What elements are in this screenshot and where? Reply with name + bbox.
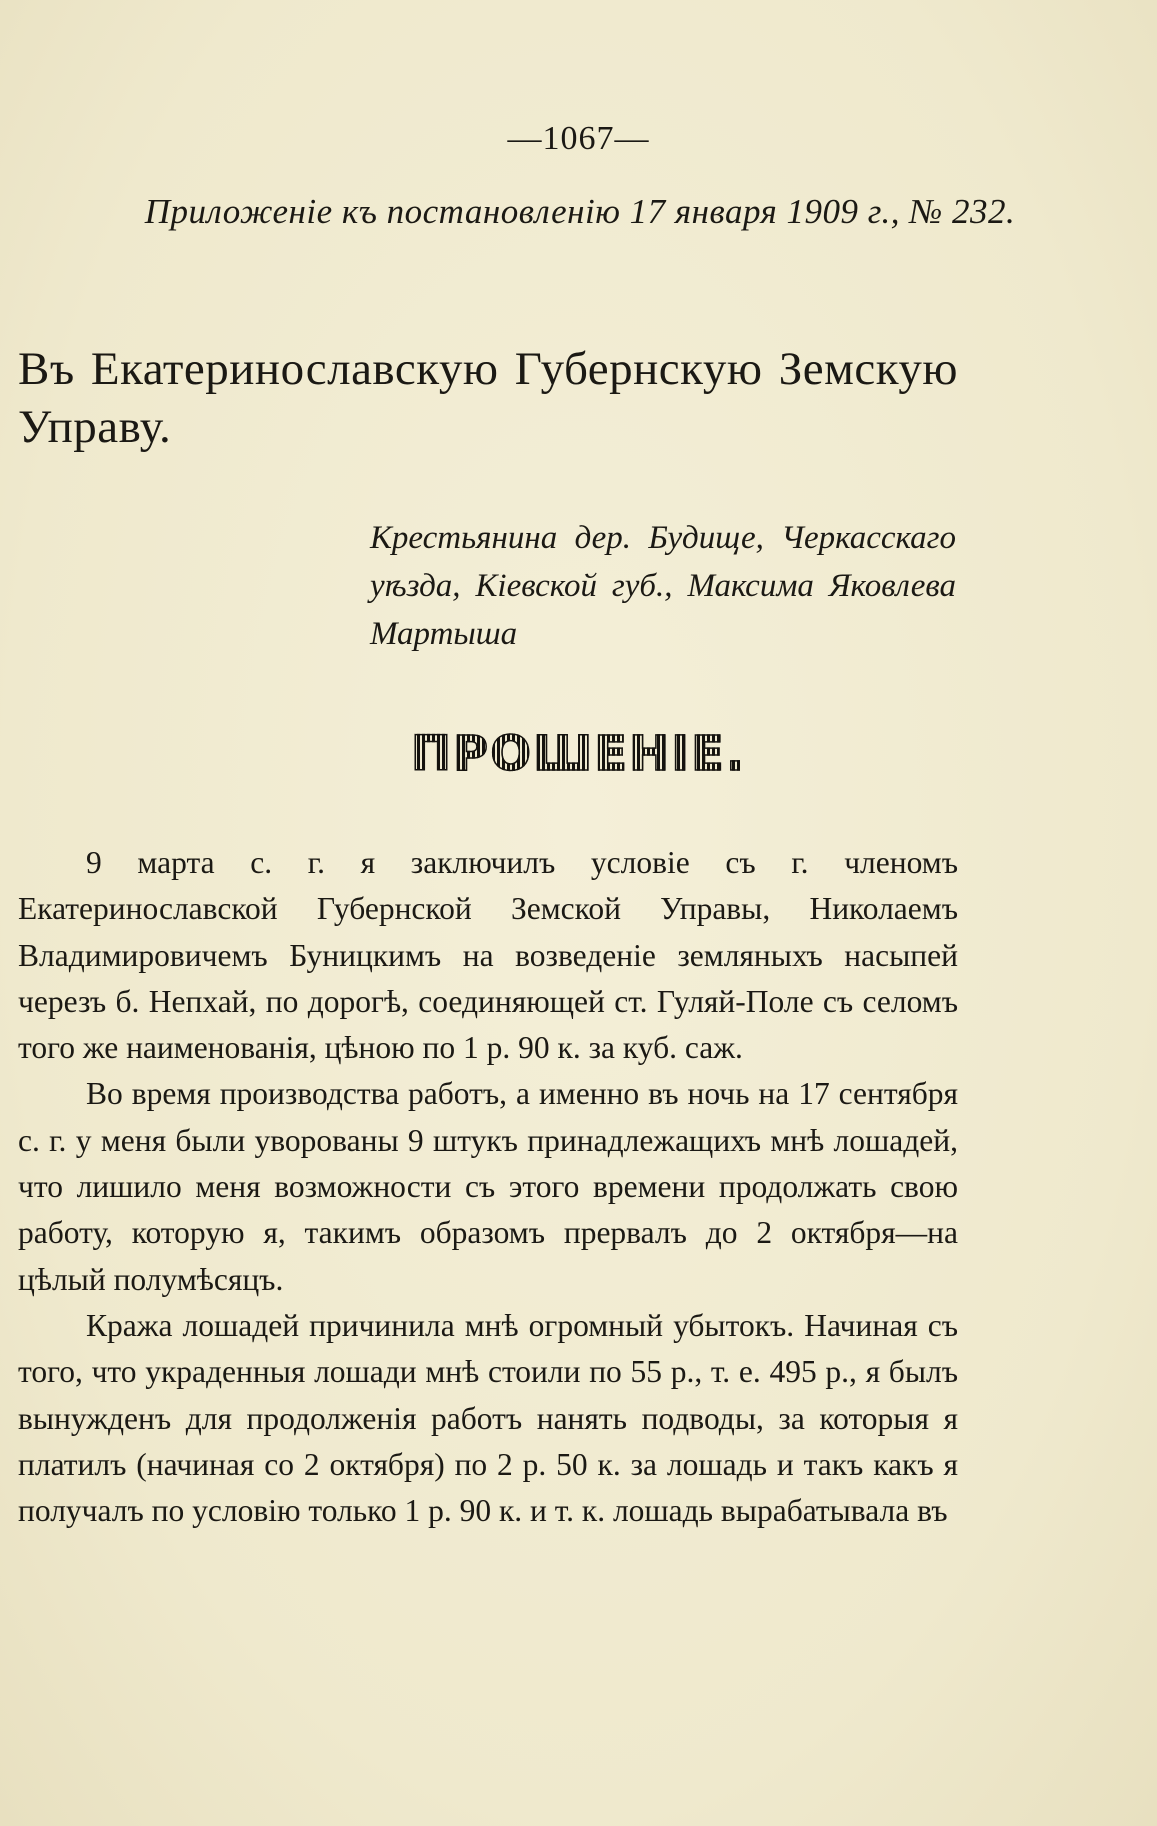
page-number: —1067— <box>507 120 650 157</box>
body-text <box>18 840 958 1534</box>
document-title-text: ПРОШЕНІЕ. <box>407 726 750 782</box>
paragraph-2: Во время производства работъ, а именно въ ночь на 17 сентября с. г. у меня были уворованы 9 штукъ принадлежащихъ мнѣ лошадей, что лишило меня возможности съ этого времени продолжать свою работу, которую я, такимъ образомъ прервалъ до 2 октября—на цѣлый полумѣсяцъ. <box>18 1076 958 1297</box>
appendix-note: Приложеніе къ постановленію 17 января 1909 г., № 232. <box>144 192 1016 231</box>
paragraph-1: 9 марта с. г. я заключилъ условіе съ г. членомъ Екатеринославской Губернской Земской Управы, Николаемъ Владимировичемъ Буницкимъ на возведеніе земляныхъ насыпей черезъ б. Непхай, по дорогѣ, соединяющей ст. Гуляй-Поле съ селомъ того же наименованія, цѣною по 1 р. 90 к. за куб. саж. <box>18 845 958 1066</box>
petitioner-line: Крестьянина дер. Будище, Черкасскаго уѣзда, Кіевской губ., Максима Яковлева Мартыша <box>370 520 956 652</box>
paragraph-3: Кража лошадей причинила мнѣ огромный убытокъ. Начиная съ того, что украденныя лошади мнѣ стоили по 55 р., т. е. 495 р., я былъ вынужденъ для продолженія работъ нанять подводы, за которыя я платилъ (начиная со 2 октября) по 2 р. 50 к. за лошадь и такъ какъ я получалъ по условію только 1 р. 90 к. и т. к. лошадь вырабатывала въ <box>18 1307 958 1529</box>
addressee-heading: Въ Екатеринославскую Губернскую Земскую Управу. <box>18 343 958 453</box>
document-title <box>0 726 1157 782</box>
